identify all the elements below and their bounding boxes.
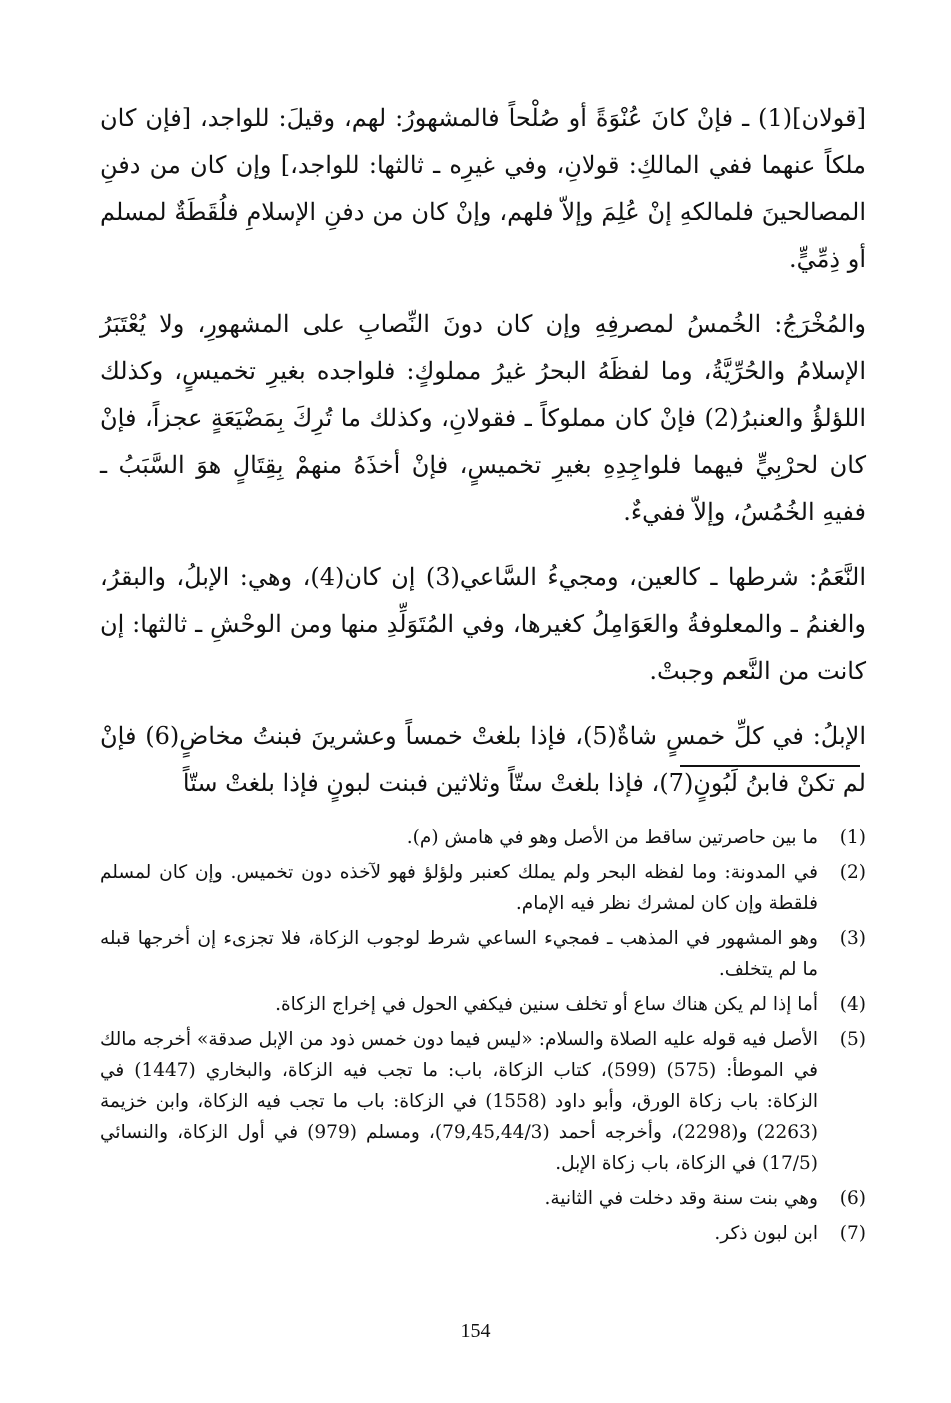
footnote-3 xyxy=(100,923,866,985)
footnote-text: ابن لبون ذكر. xyxy=(714,1223,818,1244)
footnote-7 xyxy=(100,1218,866,1249)
paragraph-khums: والمُخْرَجُ: الخُمسُ لمصرفِهِ وإن كان دونَ النِّصابِ على المشهورِ، ولا يُعْتَبَرُ الإسلامُ والحُرِّيَّةُ، وما لفظَهُ البحرُ غيرُ مملوكٍ: فلواجده بغيرِ تخميسٍ، وكذلك اللؤلؤُ والعنبرُ(2) فإنْ كان مملوكاً ـ فقولانِ، وكذلك ما تُرِكَ بِمَضْيَعَةٍ عجزاً، فإنْ كان لحرْبِيٍّ فيهما فلواجِدِهِ بغيرِ تخميسٍ، فإنْ أخذَهُ منهمْ بِقِتَالٍ هوَ السَّبَبُ ـ ففيهِ الخُمُسُ، وإلاّ ففيءٌ. xyxy=(100,310,866,526)
footnote-number: (3) xyxy=(839,928,866,949)
footnote-number: (7) xyxy=(839,1223,866,1244)
main-text xyxy=(100,95,866,825)
footnote-text: في المدونة: وما لفظه البحر ولم يملك كعنبر ولؤلؤ فهو لآخذه دون تخميس. وإن كان لمسلم فلقطة وإن كان لمشرك نظر فيه الإمام. xyxy=(100,862,818,914)
footnote-text: وهي بنت سنة وقد دخلت في الثانية. xyxy=(544,1188,818,1209)
paragraph-livestock: النَّعَمُ: شرطها ـ كالعين، ومجيءُ السَّاعي(3) إن كان(4)، وهي: الإبلُ، والبقرُ، والغنمُ ـ والمعلوفةُ والعَوَامِلُ كغيرها، وفي المُتَوَلِّدِ منها ومن الوحْشِ ـ ثالثها: إن كانت من النَّعم وجبتْ. xyxy=(100,563,866,685)
paragraph-treasure-ruling: [قولان](1) ـ فإنْ كانَ عُنْوَةً أو صُلْحاً فالمشهورُ: لهم، وقيلَ: للواجد، [فإن كان ملكاً عنهما ففي المالكِ: قولانِ، وفي غيرِه ـ ثالثها: للواجد،] وإن كان من دفنِ المصالحينَ فلمالكهِ إنْ عُلِمَ وإلاّ فلهم، وإنْ كان من دفنِ الإسلامِ فلُقَطَةٌ لمسلم أو ذِمِّيٍّ. xyxy=(100,104,866,273)
page-number: 154 xyxy=(460,1320,491,1342)
footnote-divider xyxy=(680,765,860,767)
footnote-text: وهو المشهور في المذهب ـ فمجيء الساعي شرط لوجوب الزكاة، فلا تجزىء إن أخرجها قبله ما لم يتخلف. xyxy=(100,928,818,980)
footnote-5 xyxy=(100,1024,866,1179)
footnote-number: (5) xyxy=(839,1029,866,1050)
footnote-text: ما بين حاصرتين ساقط من الأصل وهو في هامش (م). xyxy=(406,827,818,848)
footnote-6 xyxy=(100,1183,866,1214)
footnote-text: الأصل فيه قوله عليه الصلاة والسلام: «ليس فيما دون خمس ذود من الإبل صدقة» أخرجه مالك في الموطأ: (575) (599)، كتاب الزكاة، باب: ما تجب فيه الزكاة، والبخاري (1447) في الزكاة: باب زكاة الورق، وأبو داود (1558) في الزكاة: باب ما تجب فيه الزكاة، وابن خزيمة (2263) و(2298)، وأخرجه أحمد (79,45,44/3)، ومسلم (979) في أول الزكاة، والنسائي (17/5) في الزكاة، باب زكاة الإبل. xyxy=(100,1029,818,1174)
footnote-text: أما إذا لم يكن هناك ساع أو تخلف سنين فيكفي الحول في إخراج الزكاة. xyxy=(275,994,818,1015)
footnote-number: (4) xyxy=(839,994,866,1015)
footnote-2 xyxy=(100,857,866,919)
footnote-number: (6) xyxy=(839,1188,866,1209)
footnote-4 xyxy=(100,989,866,1020)
footnote-number: (1) xyxy=(839,827,866,848)
footnote-1 xyxy=(100,822,866,853)
footnote-number: (2) xyxy=(839,862,866,883)
footnotes xyxy=(100,822,866,1253)
paragraph-camels: الإبلُ: في كلِّ خمسٍ شاةٌ(5)، فإذا بلغتْ خمساً وعشرينَ فبنتُ مخاضٍ(6) فإنْ لم تكنْ فابنُ لَبُونٍ(7)، فإذا بلغتْ ستّاً وثلاثين فبنت لبونٍ فإذا بلغتْ ستّاً xyxy=(100,722,866,797)
